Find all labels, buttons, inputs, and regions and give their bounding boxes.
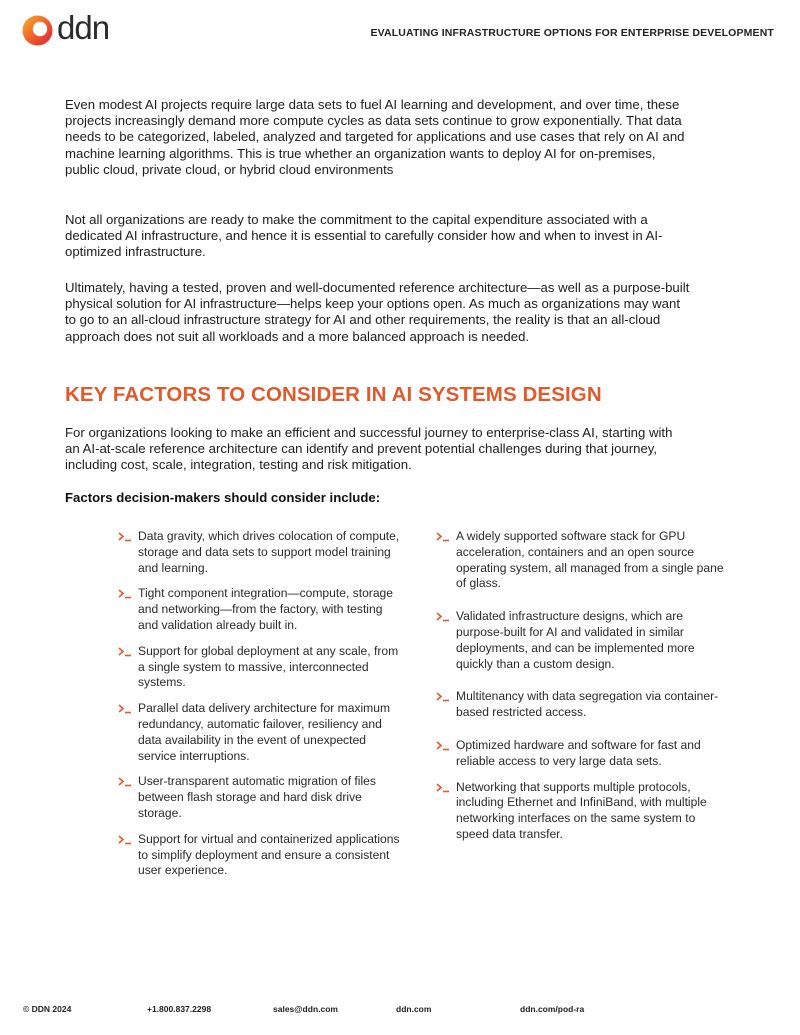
chevron-prompt-icon xyxy=(118,532,132,542)
footer-copyright: © DDN 2024 xyxy=(23,1004,72,1014)
list-item xyxy=(118,586,403,633)
ddn-ring-logo-icon xyxy=(22,15,53,46)
chevron-prompt-icon xyxy=(436,532,450,542)
body-paragraph-3: Ultimately, having a tested, proven and well-documented reference architecture—as well as a purpose-built physical solution for AI infrastructure—helps keep your options open. As much as organizations may want to go to an all-cloud infrastructure strategy for AI and other requirements, the reality is that an all-cloud approach does not suit all workloads and a more balanced approach is needed. xyxy=(65,280,690,344)
footer-email-link[interactable]: sales@ddn.com xyxy=(273,1004,338,1014)
list-item xyxy=(436,780,726,843)
list-item-text: Networking that supports multiple protocols, including Ethernet and InfiniBand, with multiple networking interfaces on the same system to speed data transfer. xyxy=(456,779,707,841)
list-item xyxy=(436,738,726,770)
chevron-prompt-icon xyxy=(118,647,132,657)
chevron-prompt-icon xyxy=(436,741,450,751)
list-item-text: Support for global deployment at any scale, from a single system to massive, interconnected systems. xyxy=(138,643,399,690)
list-item-text: Parallel data delivery architecture for maximum redundancy, automatic failover, resiliency and data availability in the event of unexpected service interruptions. xyxy=(138,701,391,763)
body-paragraph-2: Not all organizations are ready to make the commitment to the capital expenditure associated with a dedicated AI infrastructure, and hence it is essential to carefully consider how and when to invest in AI-optimized infrastructure. xyxy=(65,212,663,260)
list-item-text: Multitenancy with data segregation via container-based restricted access. xyxy=(456,689,719,720)
list-item xyxy=(118,774,403,821)
list-item-text: Support for virtual and containerized applications to simplify deployment and ensure a consistent user experience. xyxy=(138,831,400,878)
list-item-text: Optimized hardware and software for fast and reliable access to very large data sets. xyxy=(456,737,701,768)
chevron-prompt-icon xyxy=(436,783,450,793)
list-item xyxy=(118,529,403,576)
footer-phone-link[interactable]: +1.800.837.2298 xyxy=(147,1004,212,1014)
footer-website-link[interactable]: ddn.com xyxy=(396,1004,432,1014)
chevron-prompt-icon xyxy=(118,835,132,845)
chevron-prompt-icon xyxy=(118,704,132,714)
list-item-text: Data gravity, which drives colocation of compute, storage and data sets to support model training and learning. xyxy=(138,529,400,575)
page-footer xyxy=(0,1004,800,1018)
list-item-text: A widely supported software stack for GPU acceleration, containers and an open source operating system, all managed from a single pane of glass. xyxy=(456,529,724,591)
page-header xyxy=(0,0,800,60)
list-item xyxy=(118,644,403,691)
list-item xyxy=(436,609,726,672)
list-item-text: Tight component integration—compute, storage and networking—from the factory, with testing and validation already built in. xyxy=(138,586,394,632)
section-heading: KEY FACTORS TO CONSIDER IN AI SYSTEMS DESIGN xyxy=(65,383,602,406)
document-title: EVALUATING INFRASTRUCTURE OPTIONS FOR ENTERPRISE DEVELOPMENT xyxy=(370,27,774,39)
list-item-text: Validated infrastructure designs, which are purpose-built for AI and validated in similar deployments, and can be implemented more quickly than a custom design. xyxy=(456,609,695,671)
list-item xyxy=(118,701,403,764)
list-item xyxy=(118,832,403,879)
ddn-logo xyxy=(22,9,110,46)
factors-list-left xyxy=(118,529,403,879)
chevron-prompt-icon xyxy=(436,612,450,622)
chevron-prompt-icon xyxy=(118,589,132,599)
list-item xyxy=(436,529,726,592)
section-intro: For organizations looking to make an efficient and successful journey to enterprise-class AI, starting with an AI-at-scale reference architecture can identify and prevent potential challenges during that journey, including cost, scale, integration, testing and risk mitigation. xyxy=(65,425,673,473)
footer-pod-ra-link[interactable]: ddn.com/pod-ra xyxy=(520,1004,585,1014)
body-paragraph-1: Even modest AI projects require large data sets to fuel AI learning and development, and over time, these projects increasingly demand more compute cycles as data sets continue to grow exponentially. That data needs to be categorized, labeled, analyzed and targeted for applications and use cases that rely on AI and machine learning algorithms. This is true whether an organization wants to deploy AI for on-premises, public cloud, private cloud, or hybrid cloud environments xyxy=(65,97,685,177)
list-item-text: User-transparent automatic migration of files between flash storage and hard disk drive storage. xyxy=(138,774,376,820)
factors-label: Factors decision-makers should consider include: xyxy=(65,490,381,505)
factors-list-right xyxy=(436,529,726,843)
list-item xyxy=(436,689,726,721)
chevron-prompt-icon xyxy=(436,692,450,702)
chevron-prompt-icon xyxy=(118,777,132,787)
logo-wordmark: ddn xyxy=(57,9,110,46)
